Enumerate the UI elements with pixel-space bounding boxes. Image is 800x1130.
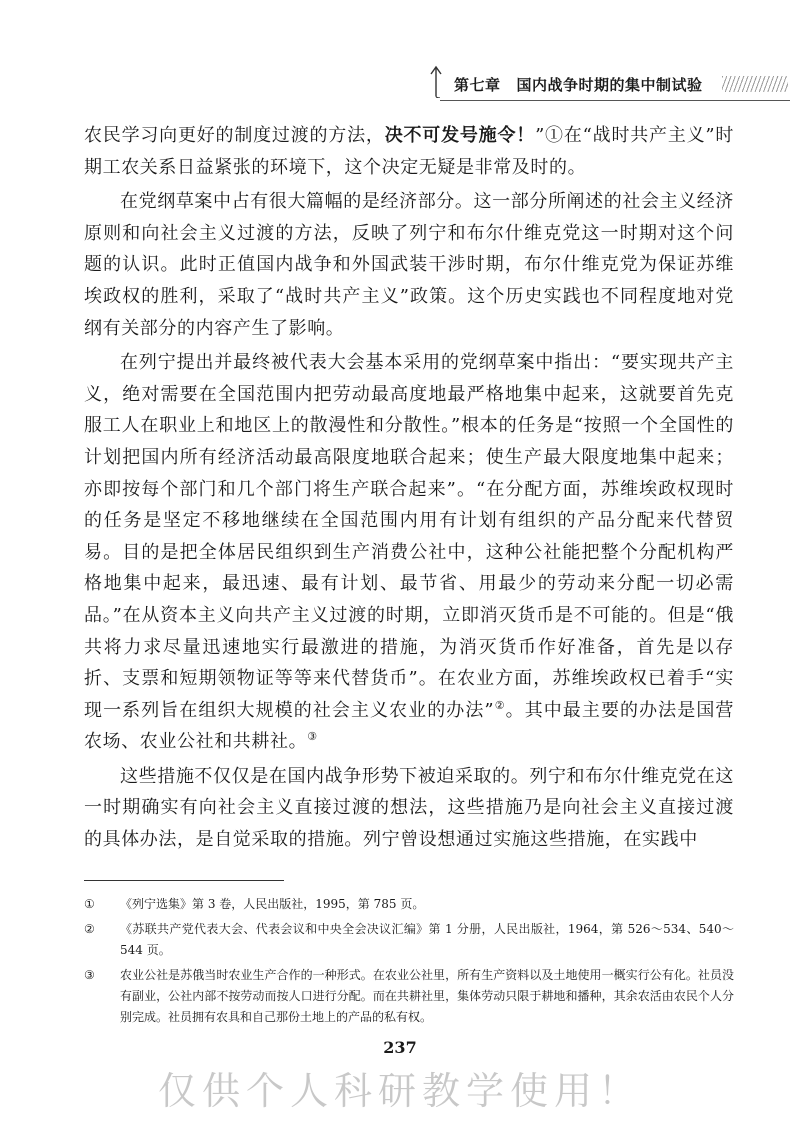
footnote-mark: ③	[84, 968, 95, 982]
running-header	[420, 62, 790, 102]
paragraph-4: 这些措施不仅仅是在国内战争形势下被迫采取的。列宁和布尔什维克党在这一时期确实有向社会主义直接过渡的想法，这些措施乃是向社会主义直接过渡的具体办法，是自觉采取的措施。列宁曾设想通过实施这些措施，在实践中	[84, 765, 734, 851]
footnote-text: 《列宁选集》第 3 卷，人民出版社，1995，第 785 页。	[120, 897, 425, 911]
footnote-separator	[84, 880, 284, 881]
p1-text-b: 在“战时共产主义”时期工农关系日益紧张的环境下，这个决定无疑是非常及时的。	[84, 125, 735, 178]
p1-bold-quote: 决不可发号施令！	[384, 125, 536, 146]
chapter-number: 第七章	[454, 76, 501, 94]
p1-text-a: 农民学习向更好的制度过渡的方法，	[84, 125, 385, 146]
header-rule	[440, 100, 790, 101]
footnote-mark: ②	[84, 922, 95, 936]
paragraph-2: 在党纲草案中占有很大篇幅的是经济部分。这一部分所阐述的社会主义经济原则和向社会主义过渡的方法，反映了列宁和布尔什维克党这一时期对这个问题的认识。此时正值国内战争和外国武装干涉时期，布尔什维克党为保证苏维埃政权的胜利，采取了“战时共产主义”政策。这个历史实践也不同程度地对党纲有关部分的内容产生了影响。	[84, 191, 734, 339]
p3-text-b: 。其中最主要的办法是国营农场、农业公社和共耕社。	[84, 699, 734, 753]
paragraph-3	[84, 347, 734, 758]
p1-footnote-ref: ”①	[535, 125, 564, 146]
header-hatch-decoration	[722, 76, 788, 92]
footnote-text: 农业公社是苏俄当时农业生产合作的一种形式。在农业公社里，所有生产资料以及土地使用一概实行公有化。社员没有副业，公社内部不按劳动而按人口进行分配。而在共耕社里，集体劳动只限于耕地和播种，其余农活由农民个人分别完成。社员拥有农具和自己那份土地上的产品的私有权。	[120, 968, 734, 1024]
page-number: 237	[383, 1038, 417, 1057]
footnote-3	[84, 965, 734, 1028]
footnote-2	[84, 919, 734, 961]
footnote-mark: ①	[84, 897, 95, 911]
paragraph-1	[84, 120, 734, 183]
footnotes	[84, 894, 734, 1032]
footnote-ref-3: ③	[307, 730, 318, 744]
body-text	[84, 120, 734, 859]
chapter-title: 国内战争时期的集中制试验	[516, 76, 703, 94]
chapter-heading	[454, 74, 703, 95]
watermark: 仅供个人科研教学使用！	[157, 1069, 642, 1113]
up-arrow-icon	[428, 64, 444, 98]
footnote-text: 《苏联共产党代表大会、代表会议和中央全会决议汇编》第 1 分册，人民出版社，1964，第 526～534、540～544 页。	[120, 922, 734, 957]
p3-text-a: 在列宁提出并最终被代表大会基本采用的党纲草案中指出：“要实现共产主义，绝对需要在全国范围内把劳动最高度地最严格地集中起来，这就要首先克服工人在职业上和地区上的散漫性和分散性。”根本的任务是“按照一个全国性的计划把国内所有经济活动最高限度地联合起来；使生产最大限度地集中起来；亦即按每个部门和几个部门将生产联合起来”。“在分配方面，苏维埃政权现时的任务是坚定不移地继续在全国范围内用有计划有组织的产品分配来代替贸易。目的是把全体居民组织到生产消费公社中，这种公社能把整个分配机构严格地集中起来，最迅速、最有计划、最节省、用最少的劳动来分配一切必需品。”在从资本主义向共产主义过渡的时期，立即消灭货币是不可能的。但是“俄共将力求尽量迅速地实行最激进的措施，为消灭货币作好准备，首先是以存折、支票和短期领物证等等来代替货币”。在农业方面，苏维埃政权已着手“实现一系列旨在组织大规模的社会主义农业的办法”	[84, 352, 734, 721]
footnote-ref-2: ②	[494, 698, 506, 712]
footnote-1	[84, 894, 734, 915]
